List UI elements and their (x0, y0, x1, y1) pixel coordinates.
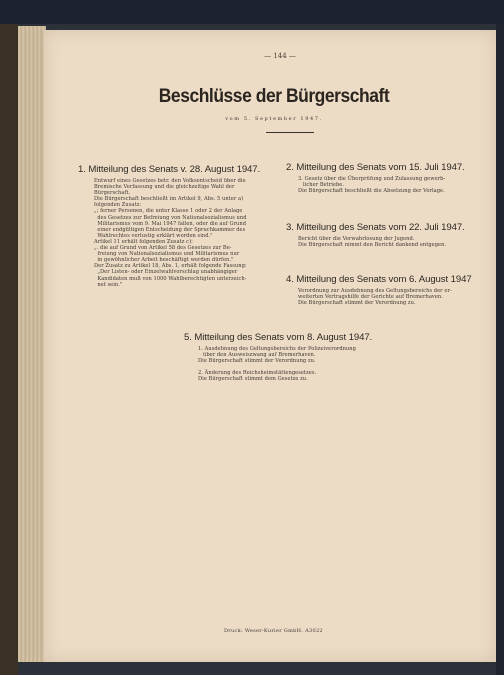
session-date: vom 5. September 1947. (225, 116, 323, 122)
title-divider (266, 132, 314, 133)
section-4-body: Verordnung zur Ausdehnung des Geltungsbereichs der er- weiterten Vertragshilfe der Gerichte auf Bremerhaven. Die Bürgerschaft stimmt der Verordnung zu. (298, 288, 452, 307)
section-1-body: Entwurf eines Gesetzes betr. den Volksentscheid über die Bremische Verfassung und die gleichzeitige Wahl der Bürgerschaft. Die Bürgerschaft beschließt im Artikel 9, Abs. 5 unter a) folgenden Zusatz: „; ferner Personen, die unter Klasse 1 oder 2 der Anlage des Gesetzes zur Befreiung von Nationalsozialismus und Militarismus vom 9. Mai 1947 fallen, oder die auf Grund einer endgültigen Entscheidung der Spruchkammer des Wahlrechtes verlustig erklärt worden sind." Artikel 11 erhält folgenden Zusatz c): „. die auf Grund von Artikel 58 des Gesetzes zur Be- freiung von Nationalsozialismus und Militarismus nur in gewöhnlicher Arbeit beschäftigt werden dürfen." Der Zusatz zu Artikel 18, Abs. 1, erhält folgende Fassung: „Der Listen- oder Einzelwahlvorschlag unabhängiger Kandidaten muß von 1000 Wahlberechtigten unterzeich- net sein." (94, 178, 247, 288)
section-4-heading: 4. Mitteilung des Senats vom 6. August 1947 (286, 274, 472, 285)
page-number: — 144 — (264, 52, 296, 60)
document-page (44, 30, 496, 662)
page-title: Beschlüsse der Bürgerschaft (158, 86, 390, 107)
section-2-heading: 2. Mitteilung des Senats vom 15. Juli 1947. (286, 162, 465, 173)
section-5-body: 1. Ausdehnung des Geltungsbereichs der Polizeiverordnung über den Ausweiszwang auf Bremerhaven. Die Bürgerschaft stimmt der Verordnung zu. 2. Änderung des Reichsheimstättengesetzes. Die Bürgerschaft stimmt dem Gesetze zu. (198, 346, 356, 383)
section-2-body: 3. Gesetz über die Überprüfung und Zulassung gewerb- licher Betriebe. Die Bürgerschaft beschließt die Absetzung der Vorlage. (298, 176, 446, 195)
right-background (496, 24, 504, 675)
section-1-heading: 1. Mitteilung des Senats v. 28. August 1947. (78, 164, 261, 175)
page-edges (18, 26, 46, 662)
book-binding (0, 24, 18, 675)
printer-imprint: Druck: Weser-Kurier GmbH. A3022 (224, 628, 323, 634)
top-background (0, 0, 504, 24)
section-3-body: Bericht über die Verwahrlosung der Jugend. Die Bürgerschaft nimmt den Bericht dankend entgegen. (298, 236, 447, 249)
section-3-heading: 3. Mitteilung des Senats vom 22. Juli 1947. (286, 222, 465, 233)
section-5-heading: 5. Mitteilung des Senats vom 8. August 1947. (184, 332, 373, 343)
